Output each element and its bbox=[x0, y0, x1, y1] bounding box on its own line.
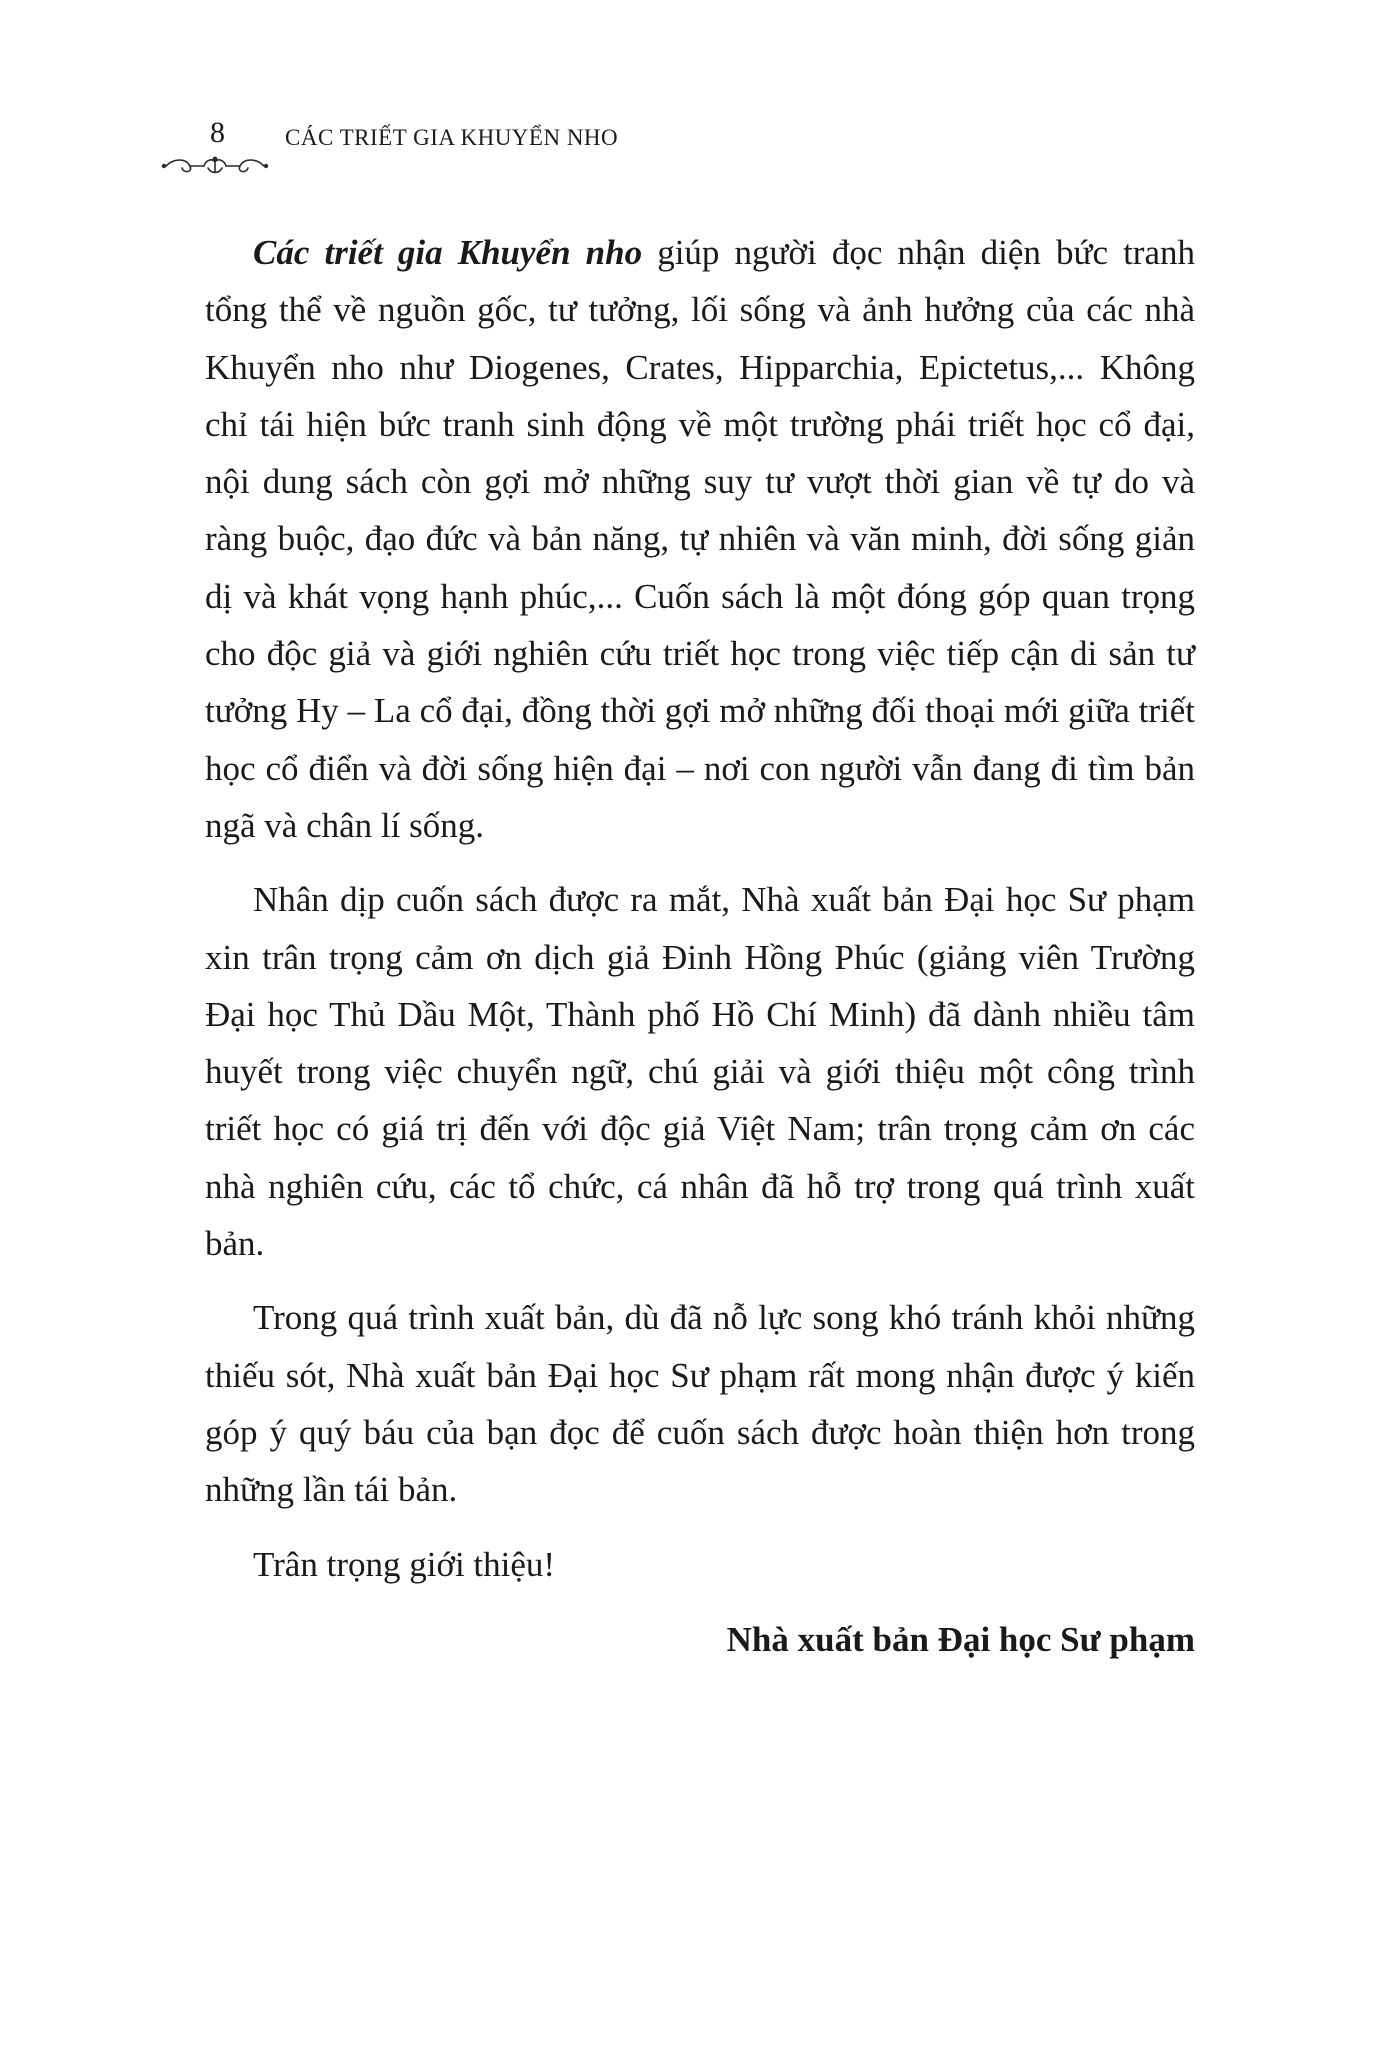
page-header bbox=[160, 110, 1240, 180]
publisher-signature: Nhà xuất bản Đại học Sư phạm bbox=[726, 1619, 1195, 1659]
page-number: 8 bbox=[210, 116, 225, 149]
paragraph-feedback: Trong quá trình xuất bản, dù đã nỗ lực song khó tránh khỏi những thiếu sót, Nhà xuất bản Đại học Sư phạm rất mong nhận được ý kiến góp ý quý báu của bạn đọc để cuốn sách được hoàn thiện hơn trong những lần tái bản. bbox=[205, 1298, 1195, 1510]
flourish-ornament-icon bbox=[160, 150, 270, 180]
page-body bbox=[205, 224, 1195, 1668]
book-title: Các triết gia Khuyển nho bbox=[253, 233, 643, 272]
paragraph-acknowledgement: Nhân dịp cuốn sách được ra mắt, Nhà xuất bản Đại học Sư phạm xin trân trọng cảm ơn dịch giả Đinh Hồng Phúc (giảng viên Trường Đại học Thủ Dầu Một, Thành phố Hồ Chí Minh) đã dành nhiều tâm huyết trong việc chuyển ngữ, chú giải và giới thiệu một công trình triết học có giá trị đến với độc giả Việt Nam; trân trọng cảm ơn các nhà nghiên cứu, các tổ chức, cá nhân đã hỗ trợ trong quá trình xuất bản. bbox=[205, 880, 1195, 1264]
closing-line: Trân trọng giới thiệu! bbox=[253, 1544, 556, 1584]
paragraph-intro-text: giúp người đọc nhận diện bức tranh tổng thể về nguồn gốc, tư tưởng, lối sống và ảnh hưởng của các nhà Khuyển nho như Diogenes, Crates, Hipparchia, Epictetus,... Không chỉ tái hiện bức tranh sinh động về một trường phái triết học cổ đại, nội dung sách còn gợi mở những suy tư vượt thời gian về tự do và ràng buộc, đạo đức và bản năng, tự nhiên và văn minh, đời sống giản dị và khát vọng hạnh phúc,... Cuốn sách là một đóng góp quan trọng cho độc giả và giới nghiên cứu triết học trong việc tiếp cận di sản tư tưởng Hy – La cổ đại, đồng thời gợi mở những đối thoại mới giữa triết học cổ điển và đời sống hiện đại – nơi con người vẫn đang đi tìm bản ngã và chân lí sống. bbox=[205, 233, 1195, 845]
paragraph-intro bbox=[205, 224, 1195, 854]
running-title: CÁC TRIẾT GIA KHUYỂN NHO bbox=[285, 125, 619, 150]
